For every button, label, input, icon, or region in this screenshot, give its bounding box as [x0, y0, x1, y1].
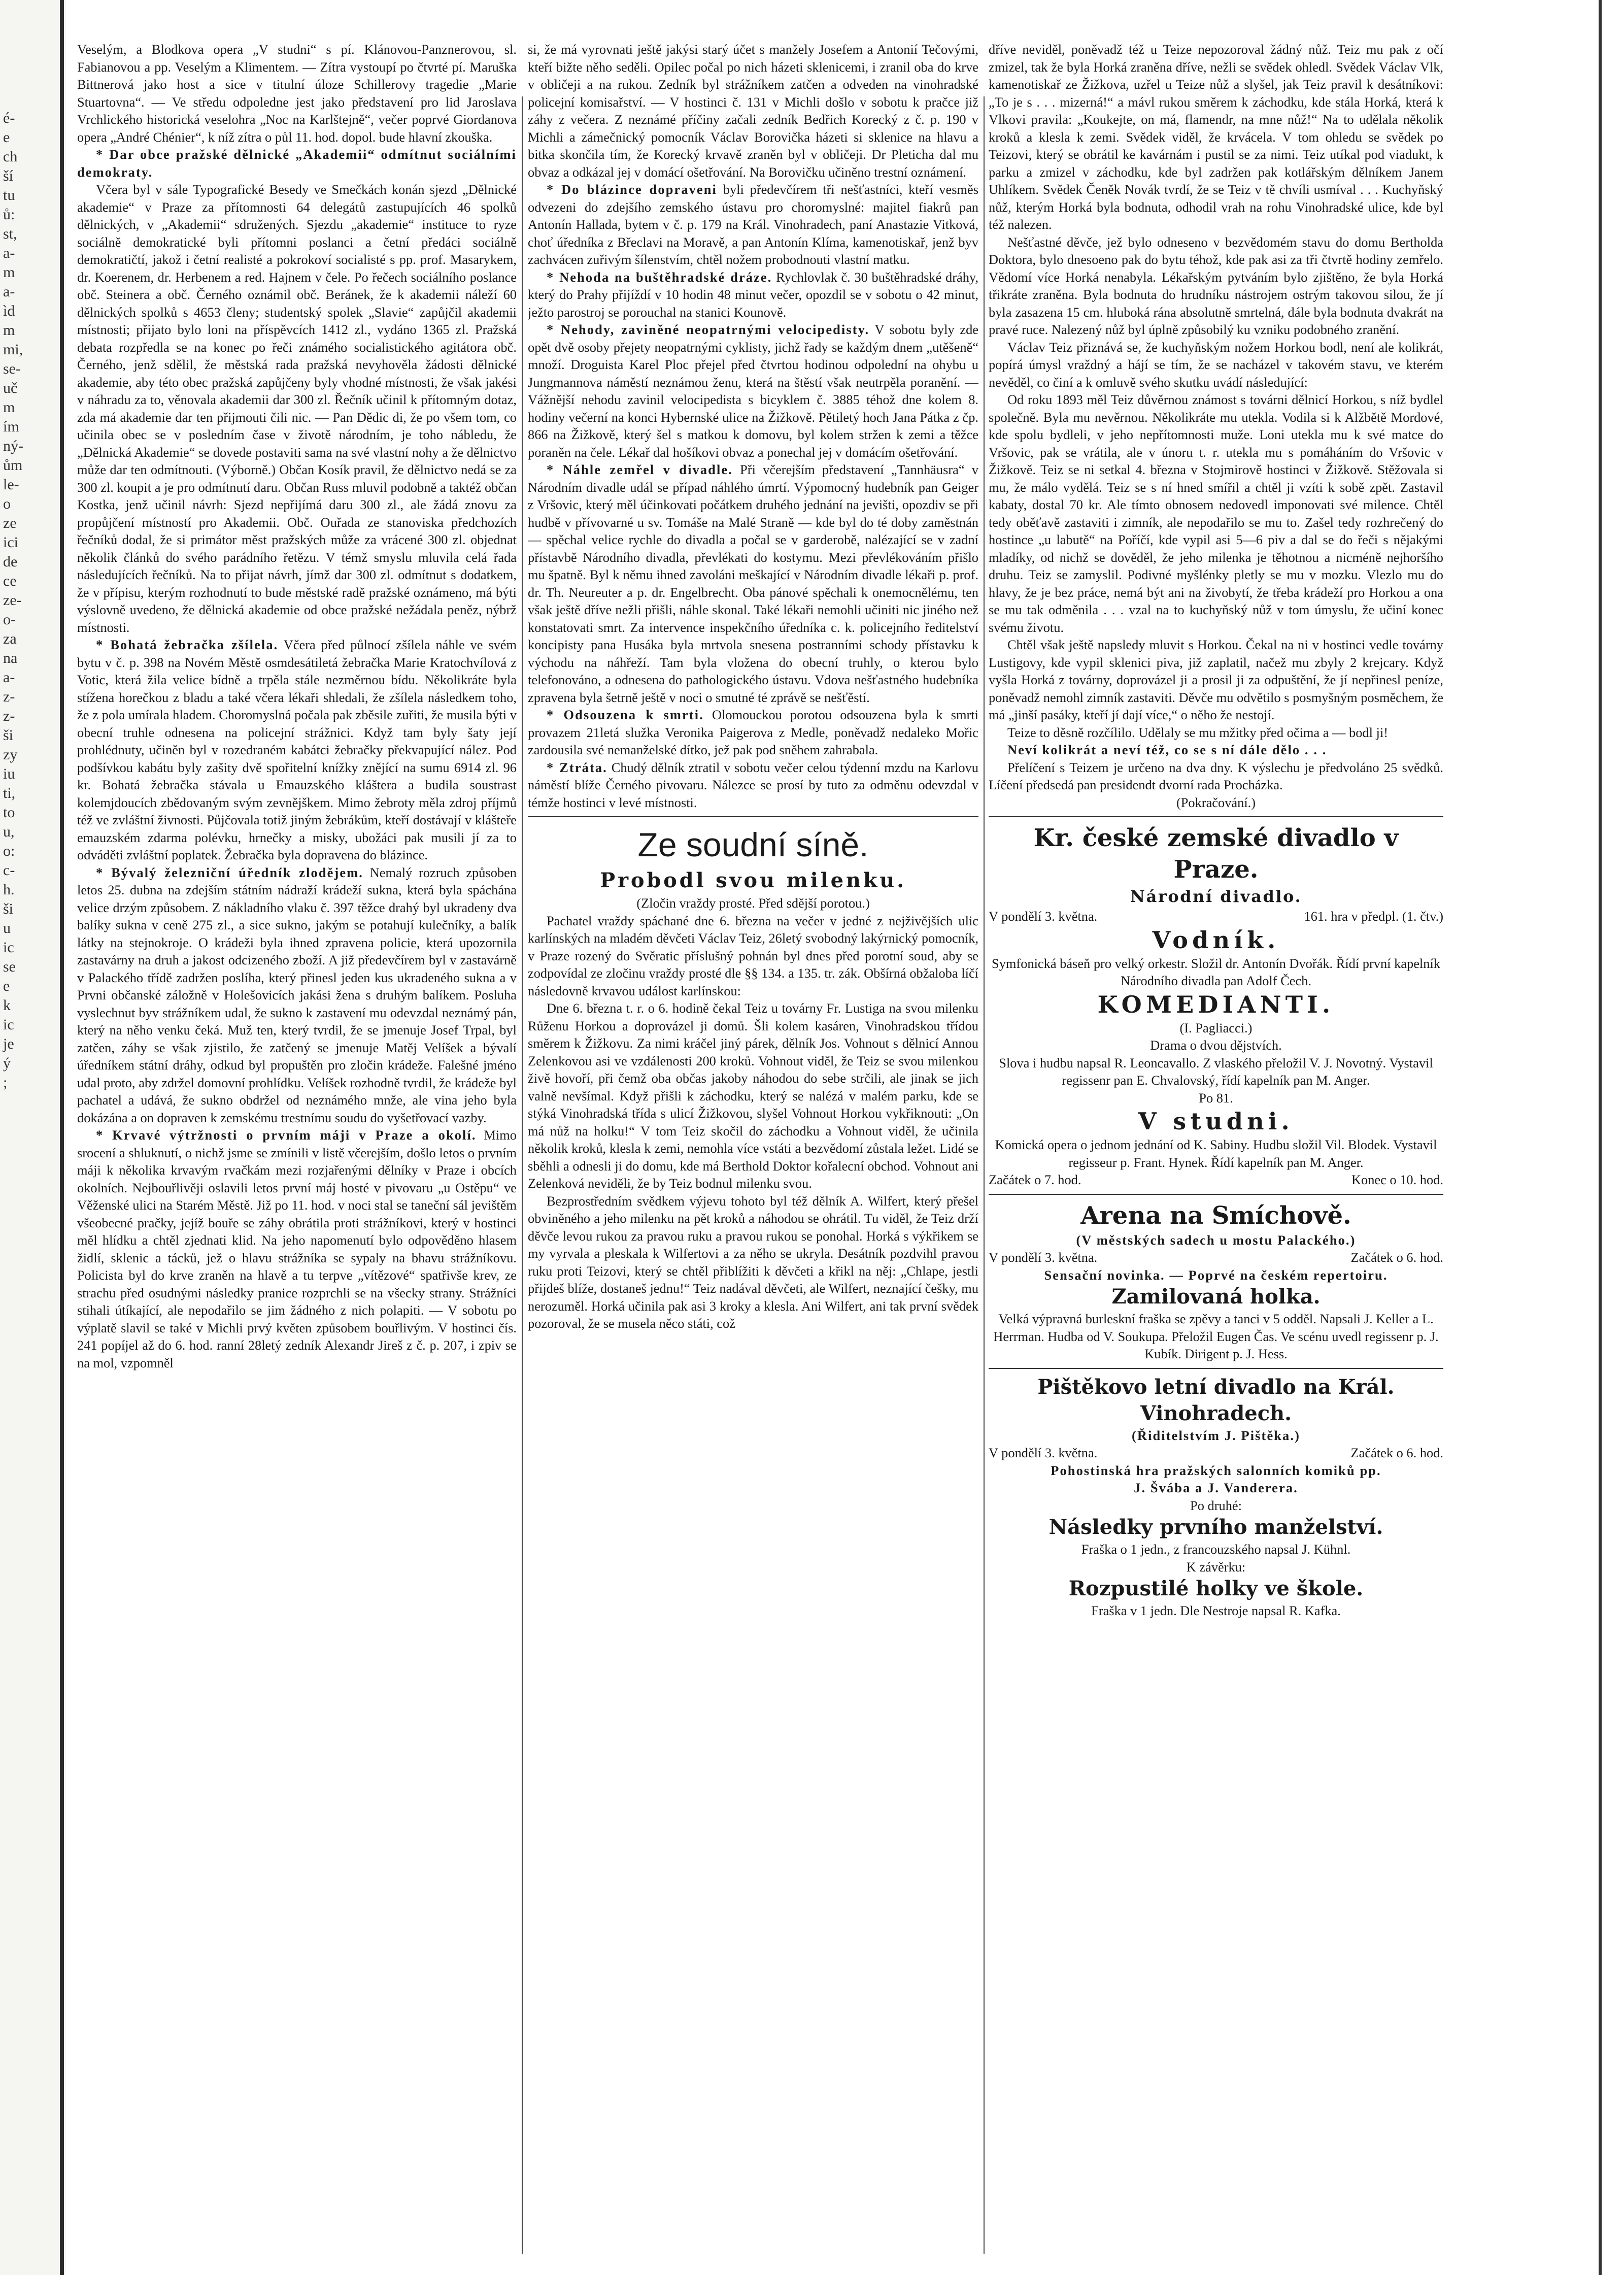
margin-fragment: ý	[3, 1055, 11, 1072]
article-text: Bezprostředním svědkem výjevu tohoto byl též dělník A. Wilfert, který přešel obviněného a jeho milenku na pět kroků a náhodou se ohrátil. Tu viděl, že Teiz drží děvče levou rukou za pravou ruku a pravou rukou se ponohal. Horká s výkřikem se my vyrvala a pleskala k Wilfertovi a za něho se ukryla. Desátník pozdvihl pravou ruku proti Teizovi, který se chtěl přiblížiti k děvčeti a křikl na něj: „Chlape, jestli přijdeš blíže, dostaneš jednu!“ Teiz nadával děvčeti, ale Wilfert, neznající češky, mu nerozuměl. Horká učinila pak asi 3 kroky a klesla. Ani Wilfert, ani tak první svědek pozoroval, že se musela něco státi, což	[528, 1193, 978, 1331]
start-time: Začátek o 6. hod.	[1350, 1445, 1443, 1460]
end-time: Konec o 10. hod.	[1351, 1172, 1443, 1187]
margin-fragment: m	[3, 264, 15, 281]
article-text: byli předevčírem tři nešťastníci, kteří vesměs odvezeni do zdejšího zemského ústavu pro choromyslné: majitel fiakrů pan Antonín Hallada, bytem v č. p. 179 na Král. Vinohradech, paní Anastazie Vitková, choť úředníka z Břeclavi na Moravě, a pan Antonín Klíma, kamenotiskař, jenž byv zachvácen zuřivým šílenstvím, chtěl nožem probodnouti vlastní matku.	[528, 182, 978, 267]
theatre-subtitle: Národní divadlo.	[1130, 887, 1302, 906]
margin-fragment: uč	[3, 380, 18, 396]
margin-fragment: zy	[3, 746, 18, 763]
play-description: Symfonická báseň pro velký orkestr. Složil dr. Antonín Dvořák. Řídí první kapelník Národního divadla pan Adolf Čech.	[992, 955, 1440, 988]
theatre-rule	[989, 816, 1443, 817]
margin-fragment: h.	[3, 881, 15, 898]
margin-fragment: e	[3, 978, 10, 994]
play-title: Následky prvního manželství.	[1048, 1515, 1383, 1539]
margin-fragment: é-	[3, 110, 15, 126]
margin-fragment: m	[3, 322, 15, 339]
article-text: Dne 6. března t. r. o 6. hodině čekal Teiz u továrny Fr. Lustiga na svou milenku Růženu Horkou a doprovázel ji domů. Šli kolem kasáren, Vinohradskou třídou směrem k Žižkovu. Za nimi kráčel jiný párek, dělník Jos. Vohnout s dělnicí Annou Zelenkovou asi ve vzdálenosti 200 kroků. Vohnout viděl, že Teiz se svou milenkou živě hovoří, při čemž oba občas jakoby náhodou do sebe strčili, ale jinak se jich valně nevšímal. Když přišli k záchodku, který se nalézá v malém parku, kde se stýká Vinohradská třída s ulicí Žižkovou, slyšel Vohnout Horkou vykřiknouti: „On má nůž na holku!“ V tom Teiz skočil do záchodku a Vohnout viděl, že učinila několik kroků, klesla k zemi, nemohla více vstáti a bezvědomí zůstala ležet. Lidé se sběhli a odnesli ji do domu, kde má Berthold Doktor kořalecní obchod. Vohnout ani Zelenková neviděli, že by Teiz bodnul milenku svou.	[528, 1000, 978, 1191]
margin-fragment: mi,	[3, 341, 23, 358]
play-description: Slova i hudbu napsal R. Leoncavallo. Z vlaského přeložil V. J. Novotný. Vystavil regissenr pan E. Chvalovský, řídí kapelník pan M. Anger.	[999, 1055, 1433, 1088]
margin-fragment: c-	[3, 862, 15, 879]
margin-fragment: le-	[3, 476, 19, 493]
margin-fragment: ům	[3, 457, 23, 474]
margin-fragment: ic	[3, 939, 14, 956]
article-text: Rychlovlak č. 30 buštěhradské dráhy, který do Prahy přijíždí v 10 hodin 48 minut večer, opozdil se v sobotu o 42 minut, ježto parostroj se porouchal na stanici Kounově.	[528, 269, 978, 320]
article-text: Olomouckou porotou odsouzena byla k smrti provazem 21letá služka Veronika Paigerova z Medle, poněvadž nedaleko Mořic zardousila své nemanželské dítko, jež pak pod sněhem zahrabala.	[528, 707, 978, 757]
theatre-performance: 161. hra v předpl. (1. čtv.)	[1304, 909, 1443, 924]
theatre-date: V pondělí 3. května.	[989, 909, 1098, 924]
margin-fragment: o	[3, 495, 11, 512]
article-text: Neví kolikrát a neví též, co se s ní dále dělo . . .	[1007, 742, 1327, 757]
play-note: K závěrku:	[1186, 1559, 1246, 1575]
margin-fragment: ný-	[3, 438, 23, 454]
article-heading: * Do blázince dopraveni	[546, 182, 718, 197]
margin-fragment: z-	[3, 708, 15, 724]
column-divider-2	[984, 96, 985, 2254]
margin-fragment: za	[3, 630, 17, 647]
article-text: Nešťastné děvče, jež bylo odneseno v bezvědomém stavu do domu Bertholda Doktora, bylo dnesoeno pak do bytu téhož, kde pak asi za tři čtvrtě hodiny zemřelo. Vědomí více Horká nenabyla. Lékařským pytváním bylo zjištěno, že byla Horká třikráte zraněna. Byla bodnuta do hrudníku nástrojem ostrým takovou silou, že jí byla zasazena 15 cm. hluboká rána absolutně smrtelná, dále byla bodnuta dvakrát na pravé ruce. Nalezený nůž byl úplně způsobilý ku vzniku podobného zranění.	[989, 234, 1443, 337]
margin-fragment: ši	[3, 900, 14, 917]
article-text: Václav Teiz přiznává se, že kuchyňským nožem Horkou bodl, není ale kolikrát, popírá úmysl vraždný a hájí se tím, že se nacházel v takovém stavu, ve kterém nevěděl, co činí a k omluvě svého skutku uvádí následující:	[989, 339, 1443, 390]
article-heading: * Náhle zemřel v divadle.	[546, 462, 733, 477]
article-text: Přelíčení s Teizem je určeno na dva dny. K výslechu je předvoláno 25 svědků. Líčení předsedá pan presidendt dvorní rada Procházka.	[989, 759, 1443, 792]
theatre-title: Pištěkovo letní divadlo na Král. Vinohradech.	[1037, 1375, 1395, 1425]
article-text: dříve neviděl, poněvadž též u Teize nepozoroval žádný nůž. Teiz mu pak z očí zmizel, tak že byla Horká zraněna dříve, nežli se svědek ohledl. Svědek Václav Vlk, kamenotiskař ze Žižkova, uzřel u Teize nůž a slyšel, jak Teiz pravil k desátníkovi: „To je s . . . mizerná!“ a mávl rukou směrem k záchodku, kde stála Horká, která k Vlkovi pravila: „Koukejte, on má, flamendr, na mne nůž!“ Na to udělala několik kroků a klesla k zemi. Svědek viděl, že krvácela. V tom ohledu se svědek po Teizovi, který se obrátil ke kavárnám i pustil se za nimi. Teiz utíkal pod viadukt, k parku a zmizel v záchodku, kde byl zadržen pak kotlářským dělníkem Janem Uhlíkem. Svědek Čeněk Novák tvrdí, že se Teiz v tě chvíli usmíval . . . Kuchyňský nůž, kterým Horká byla bodnuta, odhodil vrah na rohu Vinohradské ulice, kde byl též nalezen.	[989, 42, 1443, 232]
article-heading: * Krvavé výtržnosti o prvním máji v Praze a okolí.	[95, 1127, 477, 1143]
margin-fragment: z-	[3, 688, 15, 705]
margin-fragment: ch	[3, 148, 18, 165]
novelty-note: Sensační novinka. — Poprvé na českém repertoiru.	[1044, 1267, 1388, 1283]
article-heading: * Dar obce pražské dělnické „Akademii“ odmítnut sociálními demokraty.	[77, 147, 517, 180]
theatre-title: Arena na Smíchově.	[1080, 1201, 1351, 1230]
margin-fragment: a-	[3, 245, 15, 261]
article-text: si, že má vyrovnati ještě jakýsi starý účet s manžely Josefem a Antonií Tečovými, kteří bižte něho seděli. Opilec počal po nich házeti sklenicemi, i zranil oba do krve v obličeji a na rukou. Zedník byl strážníkem zatčen a odveden na vinohradské policejní komisařství. — V hostinci č. 131 v Michli došlo v sobotu k pračce již záhy z večera. Z neznámé příčiny začali zedník Bedřich Korecký z č. p. 190 v Michli a zámečnický pomocník Václav Borovička házeti si sklenice na hlavu a bitka skončila tím, že Korecký krvavě zraněn byl v obličeji. Dr Pleticha dal mu obvaz a odkázal jej v domácí ošetřování. Na Borovičku učiněno trestní oznámení.	[528, 42, 978, 180]
play-description: Fraška o 1 jedn., z francouzského napsal J. Kühnl.	[1081, 1542, 1351, 1557]
article-text: Mimo srocení a shluknutí, o nichž jsme se zmínili v listě včerejším, došlo letos o prvním máji k několika krvavým rvačkám mezi rozjařenými dělníky v Praze i obcích okolních. Nejbouřlivěji oslavili letos první máj hosté v pivovaru „u Ostěpu“ ve Věženské ulici na Starém Městě. Již po 11. hod. v noci stal se taneční sál jevištěm všeobecné pračky, jejíž bouře se záhy obrátila proti strážníkovi, který v hostinci měl hlídku a chtěl zjednati klid. Na jeho napomenutí bylo odpověděno hlasem židlí, sklenic a tácků, jež o hlavu strážníka se sypaly na bhavu strážníkovu. Policista byl do krve zraněn na hlavě a tu terpve „vítězové“ spatřivše krev, ze strachu před osudnými následky pranice rozprchli se na všecky strany. Strážníci stihali útíkající, ale nepodařilo se jim žádného z nich polapiti. — V sobotu po výplatě slavil se také v Michli prvý květen způsobem bouřlivým. V hostinci čís. 241 popíjel až do 6. hod. ranní 28letý zedník Alexandr Jireš z č. p. 207, i zpiv se na mol, vzpomněl	[77, 1127, 517, 1370]
margin-fragment: ic	[3, 1016, 14, 1033]
adjacent-page-strip	[0, 0, 66, 2275]
article-heading: * Nehody, zaviněné neopatrnými velocipedisty.	[546, 322, 870, 337]
margin-fragment: ici	[3, 534, 18, 551]
margin-fragment: ší	[3, 168, 14, 184]
margin-fragment: a-	[3, 669, 15, 686]
margin-fragment: st,	[3, 225, 17, 242]
play-description: Drama o dvou dějstvích.	[1150, 1038, 1282, 1053]
margin-fragment: tu	[3, 187, 15, 204]
theatre-date: V pondělí 3. května.	[989, 1250, 1098, 1265]
article-text: Od roku 1893 měl Teiz důvěrnou známost s továrni dělnicí Horkou, s níž bydlel společně. Byla mu nevěrnou. Několikráte mu utekla. Vodila si k Alžbětě Mordové, kde spolu bydleli, v jeho nepřítomnosti muže. Loni utekla mu k své matce do Vršovic, pak se vrátila, ale v únoru t. r. utekla mu s pomáháním do Vršovic v Žižkově. Teiz se ni setkal 4. března v Stojmirově hostinci v Žižkově. Stěžovala si mu, že málo vydělá. Teiz se s ní hned smířil a chtěl ji vzíti k sobě zpět. Zastavil kabaty, dostal 70 kr. Ale tímto obnosem nedovedl imponovati své milence. Chtěl tedy oběťavě zastaviti i zimník, ale nepodařilo se mu to. Zašel tedy rozhrečený do hostince „u labutě“ na Poříčí, kde vypil asi 5—6 piv a dal se do řeči s nějakými mladíky, od nichž se dověděl, že jeho milenka je těhotnou a nicméně nejhoršího druhu. Teiz se zamyslil. Podivné myšlénky pletly se mu v mozku. Vlezlo mu do hlavy, že je bez práce, nemá být ani na živobytí, že třeba krádeží pro Horkou a ona se mu tak odměnila . . . vzal na to kuchyňský nůž v tom úmyslu, že učiní konec svému životu.	[989, 392, 1443, 635]
margin-fragment: ši	[3, 727, 14, 744]
theatre-subtitle: (V městských sadech u mostu Palackého.)	[1076, 1232, 1356, 1248]
column-3	[989, 41, 1443, 2244]
play-title: Vodník.	[1152, 926, 1280, 954]
margin-fragment: ím	[3, 418, 19, 435]
margin-fragment: ze-	[3, 592, 22, 609]
court-article-title: Probodl svou milenku.	[600, 868, 906, 892]
court-section-title: Ze soudní síně.	[637, 826, 869, 863]
play-title: Rozpustilé holky ve škole.	[1068, 1577, 1364, 1600]
theatre-rule	[989, 1368, 1443, 1369]
article-text: Při včerejším představení „Tannhäusra“ v Národním divadle udál se případ náhlého úmrtí. Výpomocný hudebník pan Geiger z Vršovic, který měl účinkovati počátkem druhého jednání na jevišti, opozdiv se při hudbě v přívovarné u sv. Tomáše na Malé Straně — kde byl do té doby zaměstnán — spěchal velice rychle do divadla a počal se v garderobě, nalézající se v zadní přístavbě Národního divadla, převlékati do kostymu. Mezi převlékováním přišlo mu špatně. Byl k němu ihned zavoláni meškající v Národním divadle lékaři p. prof. dr. Th. Neureuter a p. dr. Engelbrecht. Oba pánové spěchali k onemocnělému, ten však ještě dříve nežli přišli, náhle skonal. Také lékaři nemohli učiniti nic jiného než konstatovati smrt. Za intervence inspekčního úředníka c. k. policejního ředitelství koncipisty pana Husáka byla mrtvola snesena postranními schody přístavku k východu na náhřeží. Tam byla vložena do obecní truhly, o kterou bylo telefonováno, a odnesena do pathologického ústavu. Vdova nešťastného hudebníka zpravena byla šetrně ještě v noci o smutné té zprávě se nešťěstí.	[528, 462, 978, 705]
theatre-date: V pondělí 3. května.	[989, 1445, 1098, 1460]
article-text: Včera před půlnocí zšílela náhle ve svém bytu v č. p. 398 na Novém Městě osmdesátiletá žebračka Marie Kratochvílová z Votic, která žila velice bídně a trpěla stále nezměrnou bídu. Několikráte byla stížena horečkou z bladu a také včera lékaři shledali, že zšílela následkem toho, že z pola umírala hladem. Choromyslná počala pak zběsile zuřiti, že musila býti v obecní truhle odnesena na policejní strážnici. Když tam byly šaty její prohlédnuty, učiněn byl v rozedraném kabátci žebračky překvapující nález. Pod podšívkou kabátu byly zašity dvě spořitelní knížky znějící na sumu 6914 zl. 96 kr. Bohatá žebračka stávala u Emauzského kláštera a budila soustrast kolemjdoucích zbědovaným svým zevnějškem. Mimo žebroty měla zdroj příjmů též ve zvláštní živnosti. Půjčovala totiž jiným žebrákům, kteří dostávají v klášteře emauzském zdarma polévku, hrnečky a misky, ubožáci pak musili jí za to odváděti zvláštní poplatek. Žebračka byla dopravena do blázince.	[77, 637, 517, 862]
theatre-date-row	[989, 1249, 1443, 1266]
margin-fragment: o-	[3, 611, 16, 628]
article-heading: * Ztráta.	[546, 759, 607, 775]
margin-fragment: k	[3, 997, 11, 1014]
play-title: Zamilovaná holka.	[1111, 1285, 1321, 1309]
play-note: Po druhé:	[1190, 1497, 1242, 1513]
theatre-time-row	[989, 1171, 1443, 1189]
article-heading: * Nehoda na buštěhradské dráze.	[546, 269, 772, 285]
margin-fragment: e	[3, 129, 10, 146]
theatre-date-row	[989, 1444, 1443, 1462]
article-text: Teize to děsně rozčílilo. Udělaly se mu mžitky před očima a — bodl ji!	[1007, 724, 1389, 740]
start-time: Začátek o 6. hod.	[1350, 1250, 1443, 1265]
margin-fragment: m	[3, 399, 15, 416]
article-text: Pachatel vraždy spáchané dne 6. března na večer v jedné z nejživějších ulic karlínských na mladém děvčeti Václav Teiz, 26letý svobodný lakýrnický pomocník, v Praze rozený do Svěratic příslušný pohnán byl dnes před porotní soud, aby se zodpovídal ze zločinu vraždy prosté dle §§ 134. a 135. tr. zák. Obšírná obžaloba líčí následovně krvavou událost karlínskou:	[528, 913, 978, 998]
article-heading: * Bohatá žebračka zšílela.	[95, 637, 279, 652]
article-text: Chtěl však ještě napsledy mluvit s Horkou. Čekal na ni v hostinci vedle továrny Lustigovy, kde vypil sklenici piva, již zaplatil, načež mu zbyly 2 krejcary. Když vyšla Horká z továrny, doprovázel ji a prosil ji za odpuštění, že jí nepřinesl peníze, poněvadž nemohl zimník zastaviti. Děvče mu odvětilo s posmyšným posměchem, že má „jinší pasáky, kteří jí dají více,“ o něho že nestojí.	[989, 637, 1443, 722]
margin-fragment: to	[3, 804, 15, 821]
page-fold-shadow	[60, 0, 64, 2275]
section-rule	[528, 816, 978, 817]
margin-fragment: se	[3, 958, 16, 975]
margin-fragment: ìd	[3, 303, 15, 319]
theatre-date-row	[989, 908, 1443, 925]
column-divider-1	[522, 96, 523, 2254]
article-text: Nemalý rozruch způsoben letos 25. dubna na zdejším státním nádraží krádeží sukna, která byla spáchána velice drzým způsobem. Z nákladního vlaku č. 397 těžce drahý byl ukradeny dva balíky sukna v ceně 275 zl., a sice sukno, jakým se potahují kulečníky, a balík látky na stejnokroje. O krádeži byla ihned zpravena policie, která upozornila zastavárny na druh a jakost odcizeného zboží. A již předevčírem byl v zastavárně v Palackého třídě zadržen poslíha, který přinesl jeden kus ukradeného sukna a v Prvni občanské záložně v Holešovicích jakási žena s druhým balíkem. Posluha vyslechnut byv strážníkem udal, že sukno k zastavení mu odevzdal neznámý pán, který na něho venku čeká. Muž ten, který tvrdil, že se jmenuje Josef Trpal, byl zatčen, záhy se však zjistilo, že zatčený se jmenuje Matěj Velíšek a bývalí úředníkem státní dráhy, odkud byl propuštěn pro zločin krádeže. Falešné jméno udal proto, aby zdržel domovní prohlídku. Velíšek rozhodně tvrdil, že krádeže byl pachatel a udává, že sukno obdržel od neznámého mnže, ale vina jeho byla dokázána a on dopraven k zemskému trestnímu soudu do vyšetřovací vazby.	[77, 864, 517, 1125]
theatre-title: Kr. české zemské divadlo v Praze.	[1033, 824, 1399, 884]
article-text: Veselým, a Blodkova opera „V studni“ s pí. Klánovou-Panznerovou, sl. Fabianovou a pp. Veselým a Klimentem. — Zítra vystoupí po čtvrté pí. Maruška Bittnerová jako host a sice v titulní úloze Schillerovy tragedie „Marie Stuartovna“. — Ve středu odpoledne jest jako představení pro lid Jaroslava Vrchlického historická veselohra „Noc na Karlštejně“, večer poprvé Giordanova opera „André Chénier“, k níž zítra o půl 11. hod. dopol. bude hlavní zkouška.	[77, 42, 517, 145]
margin-fragment: ů:	[3, 206, 15, 223]
article-heading: * Odsouzena k smrti.	[546, 707, 704, 722]
play-description: Velká výpravná burleskní fraška se zpěvy a tanci v 5 odděl. Napsali J. Keller a L. Herrman. Hudba od V. Soukupa. Přeložil Eugen Čas. Ve scénu uvedl regissenr p. J. Kubík. Dirigent p. J. Hess.	[993, 1311, 1439, 1361]
margin-fragment: a-	[3, 283, 15, 300]
margin-fragment: na	[3, 650, 18, 666]
margin-fragment: iu	[3, 765, 15, 782]
start-time: Začátek o 7. hod.	[989, 1172, 1081, 1187]
right-page-edge	[1599, 0, 1602, 2275]
play-description: Komická opera o jednom jednání od K. Sabiny. Hudbu složil Vil. Blodek. Vystavil regisseur p. Frant. Hynek. Řídí kapelník pan M. Anger.	[995, 1137, 1437, 1170]
margin-fragment: se-	[3, 360, 21, 377]
article-text: V sobotu byly zde opět dvě osoby přejety neopatrnými cyklisty, jichž řady se každým dnem „utěšeně“ množí. Droguista Karel Ploc přejel před čtvrtou hodinou odpolední na ohybu u Jungmannova náměstí neznámou ženu, která na štěstí však neutrpěla poranění. — Vážnější nehodu zavinil velocipedista s bicyklem č. 3885 téhož dne kolem 8. hodiny večerní na konci Hybernské ulice na Žižkově. Pětiletý hoch Jana Pátka z čp. 866 na Žižkově, který šel s matkou k domovu, byl kolem stržen k zemi a těžce poraněn na čele. Lékař dal hošíkovi obvaz a ponechal jej v domácím ošetřování.	[528, 322, 978, 460]
margin-fragment: o:	[3, 843, 15, 859]
play-description: Fraška v 1 jedn. Dle Nestroje napsal R. Kafka.	[1091, 1603, 1341, 1618]
theatre-subtitle: (Řiditelstvím J. Pištěka.)	[1132, 1427, 1300, 1443]
article-heading: * Bývalý železniční úředník zlodějem.	[95, 864, 364, 880]
guest-note: Pohostinská hra pražských salonních komiků pp.	[1051, 1462, 1381, 1478]
column-2	[528, 41, 978, 2244]
continuation-note: (Pokračování.)	[1176, 794, 1256, 810]
theatre-rule	[989, 1194, 1443, 1195]
play-note: Po 81.	[1199, 1090, 1233, 1106]
guest-names: J. Švába a J. Vanderera.	[1134, 1480, 1298, 1495]
play-subtitle: (I. Pagliacci.)	[1179, 1020, 1253, 1035]
court-article-note: (Zločin vraždy prosté. Před sdější porotou.)	[636, 895, 870, 911]
margin-fragment: ;	[3, 1074, 8, 1091]
margin-fragment: de	[3, 553, 18, 570]
margin-fragment: ce	[3, 573, 17, 589]
play-title: V studni.	[1138, 1108, 1294, 1135]
margin-fragment: ze	[3, 515, 17, 531]
article-text: Chudý dělník ztratil v sobotu večer celou týdenní mzdu na Karlovu náměstí blíže Černého pivovaru. Nálezce se prosí by tuto za odměnu odevzdal v témže hostinci v levé místnosti.	[528, 759, 978, 810]
margin-fragment: ti,	[3, 785, 16, 801]
article-text: Včera byl v sále Typografické Besedy ve Smečkách konán sjezd „Dělnické akademie“ v Praze za přítomnosti 64 delegátů zastupujících 46 spolků dělnických, v „Akademii“ sdružených. Sjezdu „akademie“ instituce to ryze sociálně demokratické byli přítomni poslanci a četní předáci sociálně demokratičtí, jakož i četní realisté a pokrokoví socialisté s pp. prof. Masarykem, dr. Koerenem, dr. Herbenem a red. Hajnem v čele. Po řečech sociálního poslance obč. Steinera a obč. Černého oznámil obč. Beránek, že k akademii náleží 60 dělnických spolků s 4653 členy; studentský spolek „Slavie“ zapůjčil akademii místnosti; přijato bylo loni na příspěvcích 1412 zl., vydáno 1365 zl. Pražská debata rozpředla se na konec po řeči známého socialistického agitátora obč. Černého, jenž sdělil, že městská rada pražská nevyhověla žádosti dělnické akademie, aby této obec pražská zapůjčeny byly vhodné místnosti, že však jakési v náhradu za to, věnovala akademii dar 300 zl. Řečník učinil k přítomným dotaz, zda má akademie dar ten přijmouti čili nic. — Pan Dědic di, že po všem tom, co učinila obec se v posledním čase v životě národním, je toho nábledu, že „Dělnická Akademie“ se dovede postaviti sama na své vlastní nohy a že dělnictvo může dar ten odmítnouti. (Výborně.) Občan Kosík pravil, že dělnictvo nedá se za 300 zl. koupit a je pro odmítnutí daru. Občan Russ mluvil podobně a taktéž občan Kostka, jenž učinil návrh: Sjezd nepřijímá daru 300 zl., ale žádá znovu za propůjčení místností pro Akademii. Obč. Ouřada ze stanoviska předchozích řečníků dodal, že si primátor měst pražských může za vrácené 300 zl. objednat několik článků do svého parádního řetězu. V témž smyslu mluvila celá řada následujících řečníků. Na to přijat návrh, jímž dar 300 zl. odmítnut s dodatkem, že v přípisu, kterým rozhodnutí to bude městské radě pražské oznámeno, má býti výslovně uvedeno, že dělnická akademie od obce pražské nežádala peněz, nýbrž místnosti.	[77, 182, 517, 635]
column-1	[77, 41, 517, 2238]
margin-fragment: u,	[3, 823, 15, 840]
play-title: KOMEDIANTI.	[1097, 990, 1335, 1018]
margin-fragment: u	[3, 920, 11, 936]
margin-fragment: je	[3, 1035, 14, 1052]
